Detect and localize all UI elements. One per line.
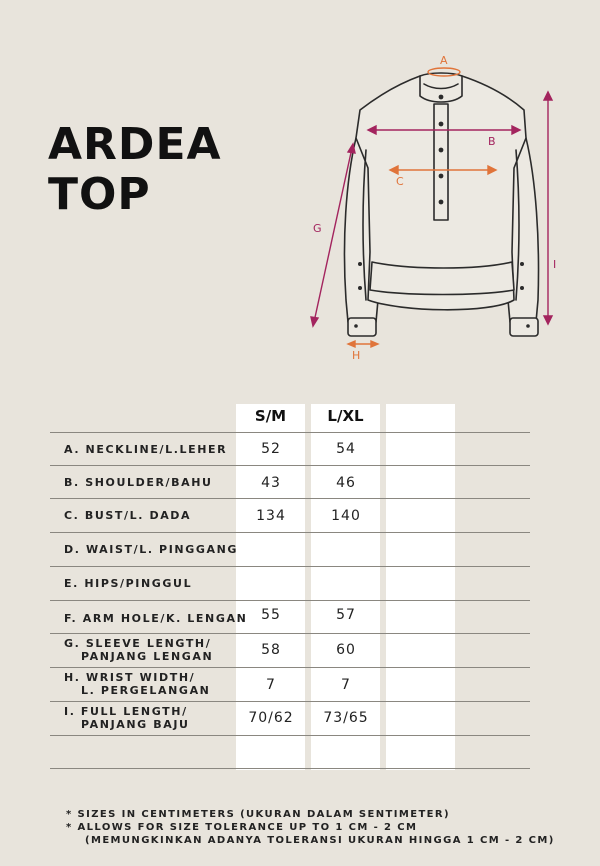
cell-lxl-sleeve-length: 60	[336, 642, 356, 658]
row-divider	[50, 532, 530, 533]
label-a: A	[440, 54, 448, 67]
row-label-hips: E. HIPS/PINGGUL	[64, 577, 193, 590]
label-g: G	[313, 222, 322, 235]
cell-lxl-shoulder: 46	[336, 475, 356, 491]
cell-lxl-armhole: 57	[336, 607, 356, 623]
cell-sm-sleeve-length: 58	[261, 642, 281, 658]
label-i: I	[553, 258, 557, 271]
row-label-bust: C. BUST/L. DADA	[64, 509, 192, 522]
row-label-sleeve-length-sub: PANJANG LENGAN	[81, 650, 214, 663]
title-line-1: ARDEA	[48, 119, 222, 170]
row-label-neckline: A. NECKLINE/L.LEHER	[64, 443, 228, 456]
measure-i	[544, 92, 552, 324]
column-bg-extra	[386, 404, 455, 770]
row-label-waist: D. WAIST/L. PINGGANG	[64, 543, 239, 556]
row-label-sleeve-length: G. SLEEVE LENGTH/	[64, 637, 212, 650]
cell-sm-bust: 134	[256, 508, 286, 524]
cell-lxl-neckline: 54	[336, 441, 356, 457]
column-header-sm: S/M	[254, 407, 287, 425]
shirt-illustration	[344, 73, 538, 336]
label-b: B	[488, 135, 496, 148]
cell-lxl-bust: 140	[331, 508, 361, 524]
row-divider	[50, 701, 530, 702]
label-c: C	[396, 175, 404, 188]
note-tolerance-translation: (MEMUNGKINKAN ADANYA TOLERANSI UKURAN HINGGA 1 CM - 2 CM)	[85, 835, 555, 846]
row-label-full-length: I. FULL LENGTH/	[64, 705, 188, 718]
row-label-armhole: F. ARM HOLE/K. LENGAN	[64, 612, 248, 625]
row-label-shoulder: B. SHOULDER/BAHU	[64, 476, 213, 489]
label-h: H	[352, 349, 361, 362]
row-divider	[50, 432, 530, 433]
row-divider	[50, 768, 530, 769]
product-title	[48, 120, 222, 220]
note-tolerance: * ALLOWS FOR SIZE TOLERANCE UP TO 1 CM - 2 CM	[66, 822, 418, 833]
column-header-lxl: L/XL	[327, 407, 364, 425]
cell-sm-full-length: 70/62	[248, 710, 294, 726]
garment-diagram	[300, 50, 590, 370]
row-divider	[50, 465, 530, 466]
cell-sm-shoulder: 43	[261, 475, 281, 491]
row-label-full-length-sub: PANJANG BAJU	[81, 718, 190, 731]
row-divider	[50, 600, 530, 601]
row-label-wrist-width: H. WRIST WIDTH/	[64, 671, 196, 684]
row-divider	[50, 667, 530, 668]
row-divider	[50, 498, 530, 499]
title-line-2: TOP	[48, 169, 151, 220]
cell-sm-armhole: 55	[261, 607, 281, 623]
cell-lxl-wrist-width: 7	[341, 677, 351, 693]
cell-sm-wrist-width: 7	[266, 677, 276, 693]
row-label-wrist-width-sub: L. PERGELANGAN	[81, 684, 211, 697]
cell-sm-neckline: 52	[261, 441, 281, 457]
size-notes	[66, 808, 555, 847]
row-divider	[50, 633, 530, 634]
note-centimeters: * SIZES IN CENTIMETERS (UKURAN DALAM SENTIMETER)	[66, 809, 450, 820]
row-divider	[50, 566, 530, 567]
row-divider	[50, 735, 530, 736]
measure-h	[348, 341, 378, 347]
cell-lxl-full-length: 73/65	[323, 710, 369, 726]
